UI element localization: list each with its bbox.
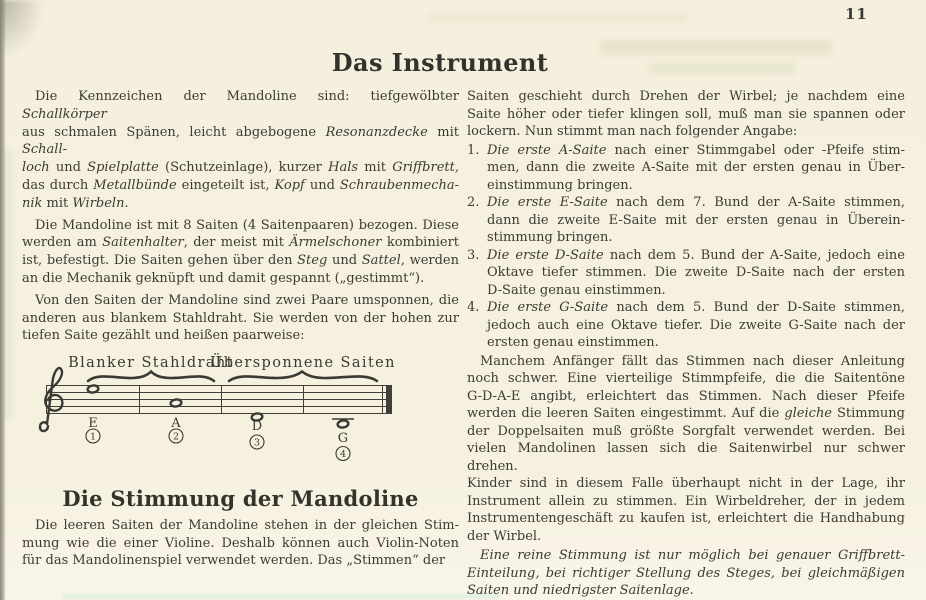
music-staff xyxy=(36,352,491,464)
final-barline-thick xyxy=(386,385,392,414)
step-number: 4. xyxy=(467,300,480,315)
whole-note-g xyxy=(337,420,349,428)
step-text: Die erste D-Saite nach dem 5. Bund der A-Saite, jedoch eine Oktave tiefer stimmen. Die zweite D-Saite nach der ersten D-Saite genau einstimmen. xyxy=(487,247,905,298)
bleedthrough-artifact xyxy=(428,12,688,23)
note-letter: E xyxy=(88,416,98,432)
paragraph-stimmung-intro: Die leeren Saiten der Mandoline stehen in der gleichen Stim- mung wie die einer Violine. Deshalb können auch Violin-Noten für das Mandolinenspiel verwendet werden. Das „Stimmen“ der xyxy=(22,517,459,569)
note-letter: A xyxy=(171,416,181,432)
tuning-step-4 xyxy=(467,299,905,352)
step-text: Die erste A-Saite nach einer Stimmgabel oder -Pfeife stim- men, dann die zweite A-Saite mit der ersten genau in Über- einstimmung bringen. xyxy=(487,142,905,193)
string-number: 3 xyxy=(253,437,261,449)
whole-note-e xyxy=(87,385,99,393)
tuning-notation-figure xyxy=(36,352,459,470)
paragraph-saiten: Die Mandoline ist mit 8 Saiten (4 Saitenpaaren) bezogen. Diese werden am Saitenhalter, der meist mit Ärmelschoner kombiniert ist, befestigt. Die Saiten gehen über den Steg und Sattel, werden an die Mechanik geknüpft und damit gespannt („gestimmt“). xyxy=(22,217,460,286)
overbrace-plain-steel xyxy=(88,372,214,382)
right-column xyxy=(467,88,905,600)
tuning-steps-list xyxy=(467,142,905,352)
tuning-step-3 xyxy=(467,247,905,300)
step-text: Die erste G-Saite nach dem 5. Bund der D-Saite stimmen, jedoch auch eine Oktave tiefer. Die zweite G-Saite nach der ersten genau einstimmen. xyxy=(487,300,905,350)
string-number: 2 xyxy=(172,431,180,443)
figure-label-wound-strings: Übersponnene Saiten xyxy=(210,355,396,372)
section-heading: Die Stimmung der Mandoline xyxy=(62,485,419,511)
step-text: Die erste E-Saite nach dem 7. Bund der A-Saite stimmen, dann die zweite E-Saite mit der ersten genau in Überein- stimmung bringen. xyxy=(487,195,906,245)
tuning-step-1 xyxy=(467,142,905,195)
step-number: 1. xyxy=(467,142,480,158)
note-letter: D xyxy=(251,419,263,435)
string-number: 4 xyxy=(339,449,347,461)
overbrace-wound xyxy=(229,372,377,382)
figure-label-plain-steel: Blanker Stahldraht xyxy=(68,355,234,372)
scan-left-edge xyxy=(0,0,6,600)
paragraph-paare: Von den Saiten der Mandoline sind zwei Paare umsponnen, die anderen aus blankem Stahldraht. Sie werden von der hohen zur tiefen Saite gezählt und heißen paarweise: xyxy=(22,292,459,344)
string-number-badges xyxy=(86,429,350,461)
page-title: Das Instrument xyxy=(331,48,549,77)
note-letter: G xyxy=(337,431,349,447)
step-number: 2. xyxy=(467,195,480,210)
step-number: 3. xyxy=(467,247,480,263)
paragraph-kennzeichen: Die Kennzeichen der Mandoline sind: tiefgewölbter Schallkörper aus schmalen Spänen, leicht abgebogene Resonanzdecke mit Schall- loch und Spielplatte (Schutzeinlage), kurzer Hals mit Griffbrett, das durch Metallbünde eingeteilt ist, Kopf und Schraubenmecha- nik mit Wirbeln. xyxy=(22,89,459,211)
paragraph-reine-stimmung: Eine reine Stimmung ist nur möglich bei genauer Griffbrett- Einteilung, bei richtiger Stellung des Steges, bei gleichmäßigen Saiten und niedrigster Saitenlage. xyxy=(467,548,905,598)
page-number: 11 xyxy=(845,5,868,23)
tuning-step-2 xyxy=(467,194,905,247)
paragraph-continuation: Saiten geschieht durch Drehen der Wirbel; je nachdem eine Saite höher oder tiefer klingen soll, muß man sie spannen oder lockern. Nun stimmt man nach folgender Angabe: xyxy=(467,89,905,139)
string-number: 1 xyxy=(89,431,97,443)
left-column xyxy=(22,88,459,570)
scan-bottom-edge xyxy=(62,594,500,599)
whole-note-a xyxy=(170,399,182,407)
paragraph-anfaenger: Manchem Anfänger fällt das Stimmen nach dieser Anleitung noch schwer. Eine vierteilige Stimmpfeife, die die Saitentöne G-D-A-E angibt, erleichtert das Stimmen. Nach dieser Pfeife werden die leeren Saiten eingestimmt. Auf die gleiche Stimmung der Doppelsaiten muß größte Sorgfalt verwendet werden. Bei vielen Mandolinen lassen sich die Saitenwirbel nur schwer drehen. Kinder sind in diesem Falle überhaupt nicht in der Lage, ihr Instrument allein zu stimmen. Ein Wirbeldreher, der in jedem Instrumentengeschäft zu kaufen ist, erleichtert die Handhabung der Wirbel. xyxy=(467,353,905,544)
